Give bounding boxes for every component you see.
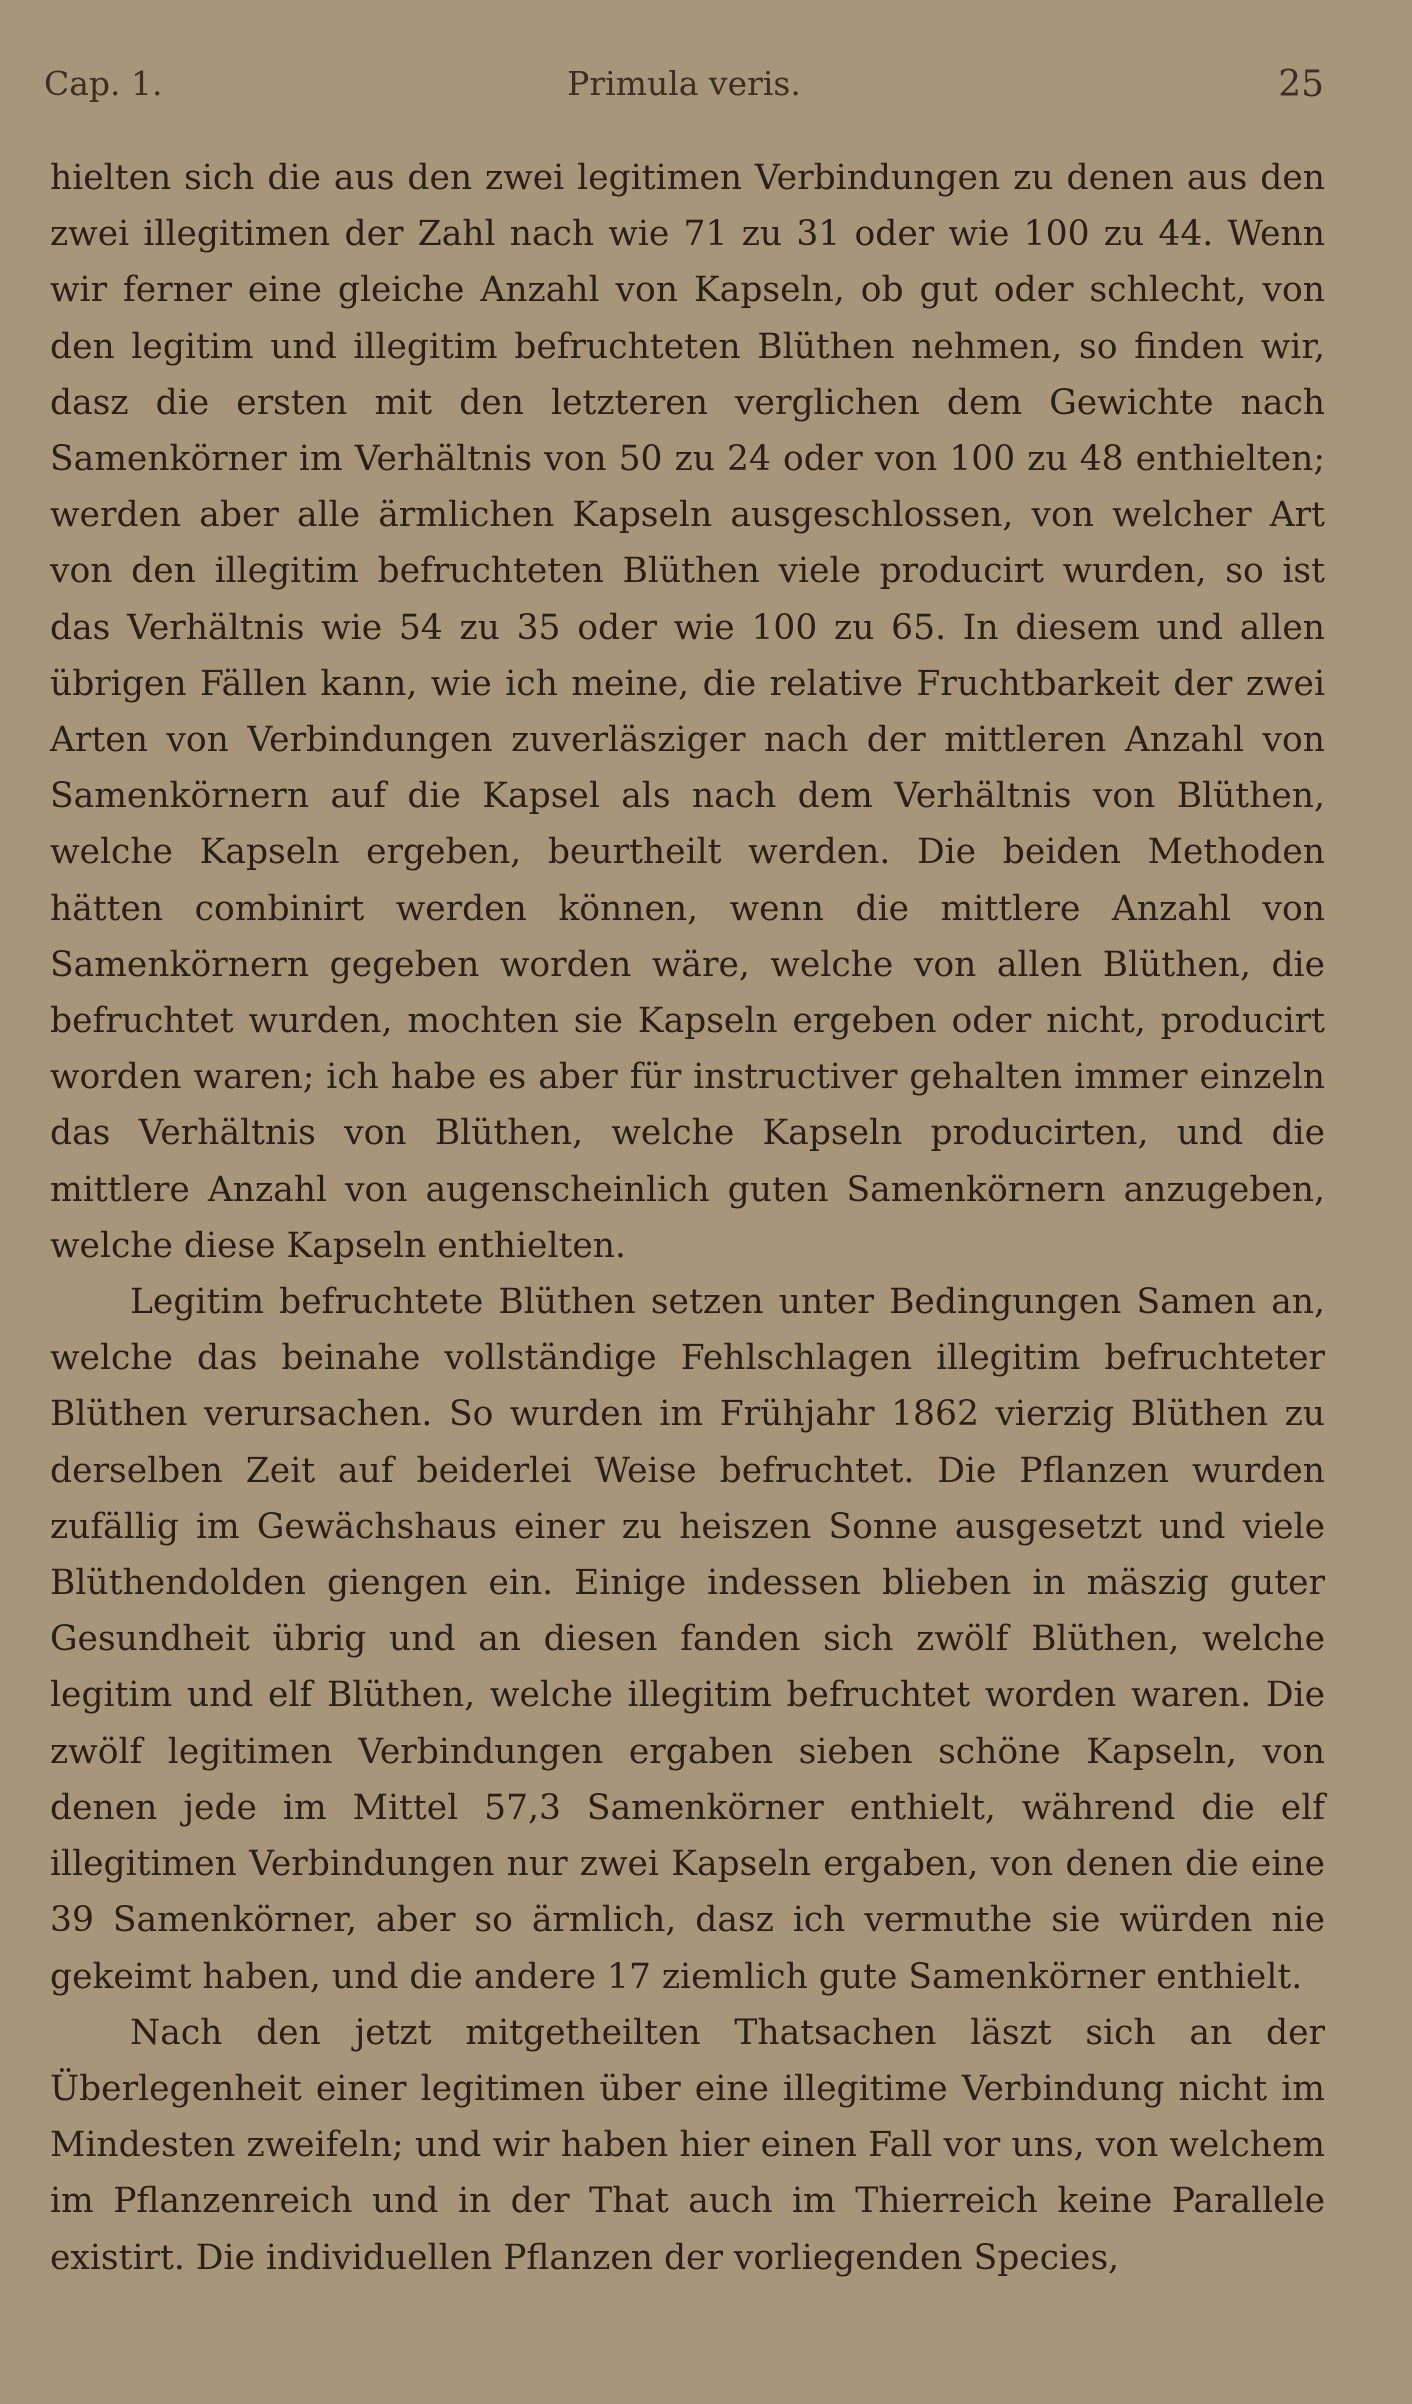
page-title: Primula veris.	[567, 64, 801, 103]
body-text	[50, 150, 1325, 2286]
paragraph: Nach den jetzt mitgetheilten Thatsachen läszt sich an der Überlegenheit einer legitimen über eine illegitime Verbindung nicht im Mindesten zweifeln; und wir haben hier einen Fall vor uns, von welchem im Pflanzenreich und in der That auch im Thierreich keine Parallele existirt. Die individuellen Pflanzen der vorliegenden Species,	[50, 2012, 1325, 2278]
chapter-label: Cap. 1.	[44, 64, 163, 103]
page-number: 25	[1278, 64, 1324, 105]
paragraph: Legitim befruchtete Blüthen setzen unter Bedingungen Samen an, welche das beinahe vollständige Fehlschlagen illegitim befruchteter Blüthen verursachen. So wurden im Frühjahr 1862 vierzig Blüthen zu derselben Zeit auf beiderlei Weise befruchtet. Die Pflanzen wurden zufällig im Gewächshaus einer zu heiszen Sonne ausgesetzt und viele Blüthendolden giengen ein. Einige indessen blieben in mäszig guter Gesundheit übrig und an diesen fanden sich zwölf Blüthen, welche legitim und elf Blüthen, welche illegitim befruchtet worden waren. Die zwölf legitimen Verbindungen ergaben sieben schöne Kapseln, von denen jede im Mittel 57,3 Samenkörner enthielt, während die elf illegitimen Verbindungen nur zwei Kapseln ergaben, von denen die eine 39 Samenkörner, aber so ärmlich, dasz ich vermuthe sie würden nie gekeimt haben, und die andere 17 ziemlich gute Samenkörner enthielt.	[50, 1282, 1325, 1997]
running-head	[44, 64, 1324, 114]
paragraph-continued: hielten sich die aus den zwei legitimen Verbindungen zu denen aus den zwei illegitimen der Zahl nach wie 71 zu 31 oder wie 100 zu 44. Wenn wir ferner eine gleiche Anzahl von Kapseln, ob gut oder schlecht, von den legitim und illegitim befruchteten Blüthen nehmen, so finden wir, dasz die ersten mit den letzteren verglichen dem Gewichte nach Samenkörner im Verhältnis von 50 zu 24 oder von 100 zu 48 enthielten; werden aber alle ärmlichen Kapseln ausgeschlossen, von welcher Art von den illegitim befruchteten Blüthen viele producirt wurden, so ist das Verhältnis wie 54 zu 35 oder wie 100 zu 65. In diesem und allen übrigen Fällen kann, wie ich meine, die relative Fruchtbarkeit der zwei Arten von Verbindungen zuverläsziger nach der mittleren Anzahl von Samenkörnern auf die Kapsel als nach dem Verhältnis von Blüthen, welche Kapseln ergeben, beurtheilt werden. Die beiden Methoden hätten combinirt werden können, wenn die mittlere Anzahl von Samenkörnern gegeben worden wäre, welche von allen Blüthen, die befruchtet wurden, mochten sie Kapseln ergeben oder nicht, producirt worden waren; ich habe es aber für instructiver gehalten immer einzeln das Verhältnis von Blüthen, welche Kapseln producirten, und die mittlere Anzahl von augenscheinlich guten Samenkörnern anzugeben, welche diese Kapseln enthielten.	[50, 158, 1325, 1266]
